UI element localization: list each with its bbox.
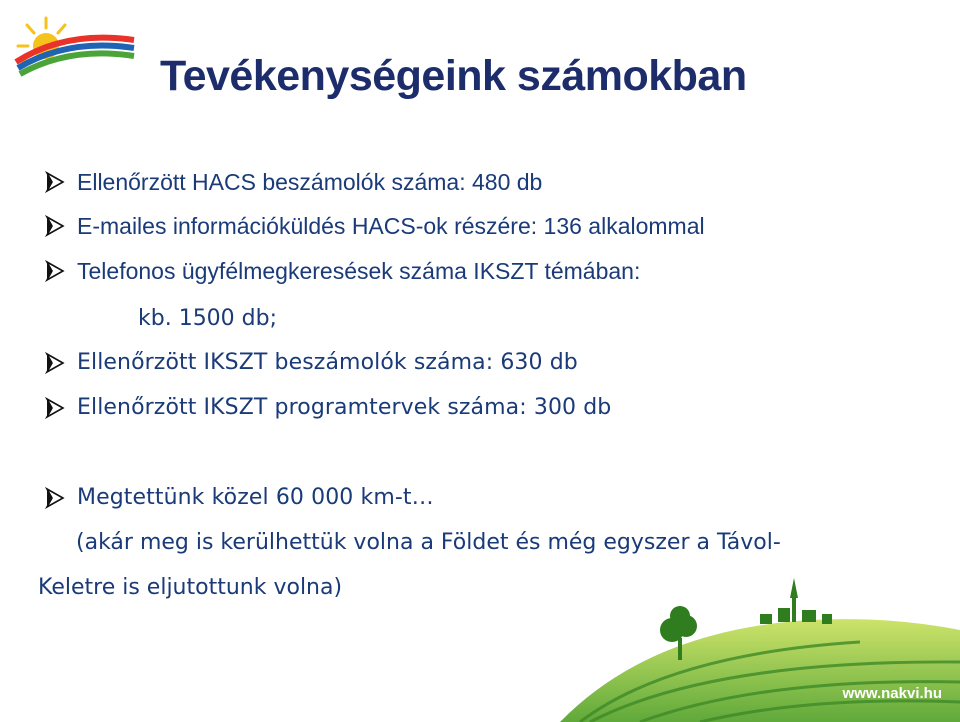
bullet-text: Ellenőrzött IKSZT beszámolók száma: 630 db (77, 350, 578, 375)
slide-title: Tevékenységeink számokban (160, 52, 747, 100)
footer-url: www.nakvi.hu (842, 685, 942, 702)
bullet-text: E-mailes információküldés HACS-ok részére: 136 alkalommal (77, 213, 705, 239)
bullet-continuation: kb. 1500 db; (138, 306, 278, 331)
arrowhead-icon (44, 171, 66, 193)
arrowhead-icon (44, 215, 66, 237)
arrowhead-icon (44, 397, 66, 419)
arrowhead-icon (44, 260, 66, 282)
note-line-1: (akár meg is kerülhettük volna a Földet és még egyszer a Távol- (76, 530, 781, 555)
note-line-2: Keletre is eljutottunk volna) (38, 575, 343, 600)
bullet-text: Telefonos ügyfélmegkeresések száma IKSZT témában: (77, 258, 641, 284)
arrowhead-icon (44, 352, 66, 374)
bullet-text: Megtettünk közel 60 000 km-t… (77, 485, 434, 510)
arrowhead-icon (44, 487, 66, 509)
bullet-text: Ellenőrzött IKSZT programtervek száma: 300 db (77, 395, 612, 420)
bullet-text: Ellenőrzött HACS beszámolók száma: 480 db (77, 169, 543, 195)
